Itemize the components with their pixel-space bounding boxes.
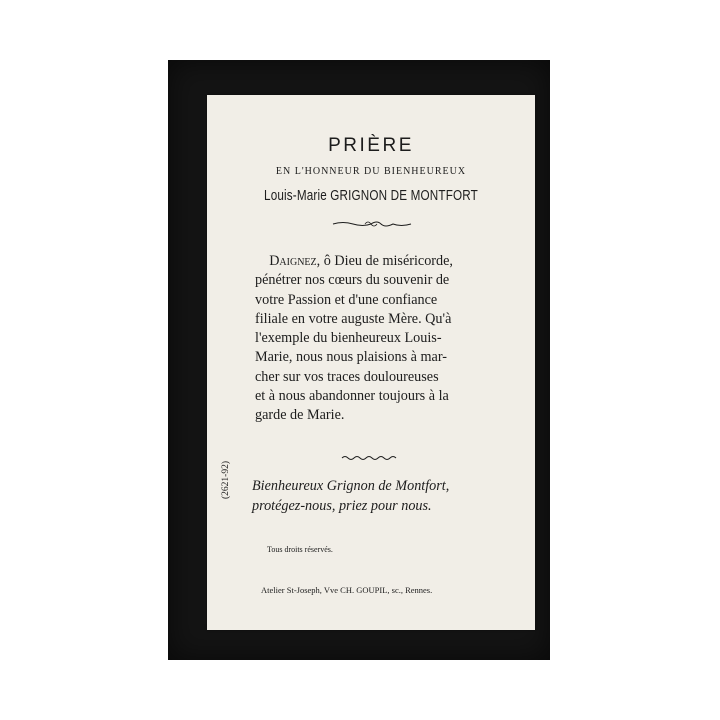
prayer-text — [255, 252, 453, 426]
prayer-line: cher sur vos traces douloureuses — [255, 368, 439, 385]
invocation-line: protégez-nous, priez pour nous. — [252, 497, 432, 514]
saint-name: Louis-Marie GRIGNON DE MONTFORT — [264, 187, 478, 204]
printer-credit: Atelier St-Joseph, Vve CH. GOUPIL, sc., Rennes. — [261, 585, 433, 595]
prayer-line: et à nous abandonner toujours à la — [255, 388, 449, 405]
flourish-ornament — [331, 219, 413, 229]
prayer-line: garde de Marie. — [255, 407, 345, 424]
rights-notice: Tous droits réservés. — [267, 545, 333, 554]
prayer-card — [207, 95, 535, 630]
card-title: PRIÈRE — [328, 135, 414, 156]
prayer-line: pénétrer nos cœurs du souvenir de — [255, 272, 450, 289]
prayer-line: votre Passion et d'une confiance — [255, 291, 438, 308]
prayer-line: filiale en votre auguste Mère. Qu'à — [255, 310, 452, 327]
card-subtitle: EN L'HONNEUR DU BIENHEUREUX — [275, 166, 467, 177]
prayer-line: l'exemple du bienheureux Louis- — [255, 330, 442, 347]
prayer-first-word: Daignez, — [269, 253, 321, 269]
wave-divider — [341, 455, 399, 461]
prayer-line: Marie, nous nous plaisions à mar- — [255, 349, 448, 366]
catalog-number: (2621-92) — [221, 461, 231, 499]
invocation-text — [252, 477, 449, 516]
invocation-line: Bienheureux Grignon de Montfort, — [252, 478, 450, 494]
prayer-line: Daignez, ô Dieu de miséricorde, — [269, 253, 453, 269]
